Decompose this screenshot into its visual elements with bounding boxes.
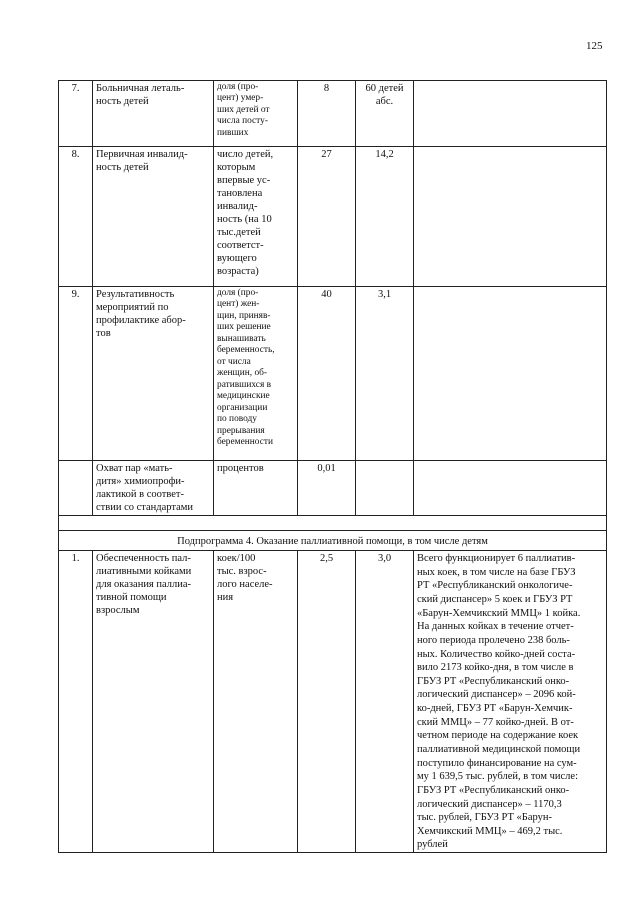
page-number: 125 <box>586 40 603 52</box>
indicator-name-cell: Результативность мероприятий по профилактике абор- тов <box>93 287 214 461</box>
table-row <box>59 147 607 287</box>
note-cell <box>414 81 607 147</box>
note-cell: Всего функционирует 6 паллиатив- ных коек, в том числе на базе ГБУЗ РТ «Республиканский онкологиче- ский диспансер» 5 коек и ГБУЗ РТ «Барун-Хемчикский ММЦ» 1 койка. На данных койках в течение отчет- ного периода пролечено 238 боль- ных. Количество койко-дней соста- вило 2173 койко-дня, в том числе в ГБУЗ РТ «Республиканский онко- логический диспансер» – 2096 кой- ко-дней, ГБУЗ РТ «Барун-Хемчик- ский ММЦ» – 77 койко-дней. В от- четном периоде на содержание коек паллиативной медицинской помощи поступило финансирование на сум- му 1 639,5 тыс. рублей, в том числе: ГБУЗ РТ «Республиканский онко- логический диспансер» – 1170,3 тыс. рублей, ГБУЗ РТ «Барун- Хемчикский ММЦ» – 469,2 тыс. рублей <box>414 551 607 853</box>
fact-value-cell: 14,2 <box>356 147 414 287</box>
indicator-name-cell: Обеспеченность пал- лиативными койками для оказания паллиа- тивной помощи взрослым <box>93 551 214 853</box>
table-row <box>59 287 607 461</box>
spacer-cell <box>59 516 607 531</box>
indicator-name-cell: Охват пар «мать- дитя» химиопрофи- лактикой в соответ- ствии со стандартами <box>93 461 214 516</box>
table-row <box>59 81 607 147</box>
indicator-name-cell: Первичная инвалид- ность детей <box>93 147 214 287</box>
indicator-name-cell: Больничная леталь- ность детей <box>93 81 214 147</box>
row-number-cell <box>59 461 93 516</box>
row-number-cell: 7. <box>59 81 93 147</box>
fact-value-cell <box>356 461 414 516</box>
subprogram-title: Подпрограмма 4. Оказание паллиативной помощи, в том числе детям <box>59 531 607 551</box>
unit-cell: доля (про- цент) умер- ших детей от числа посту- пивших <box>214 81 298 147</box>
subprogram-header-row <box>59 531 607 551</box>
plan-value-cell: 40 <box>298 287 356 461</box>
plan-value-cell: 8 <box>298 81 356 147</box>
plan-value-cell: 0,01 <box>298 461 356 516</box>
note-cell <box>414 287 607 461</box>
row-number-cell: 1. <box>59 551 93 853</box>
unit-cell: доля (про- цент) жен- щин, приняв- ших решение вынашивать беременность, от числа женщин, об- ратившихся в медицинские организации по поводу прерывания беременности <box>214 287 298 461</box>
row-number-cell: 9. <box>59 287 93 461</box>
fact-value-cell: 60 детей абс. <box>356 81 414 147</box>
row-number-cell: 8. <box>59 147 93 287</box>
unit-cell: число детей, которым впервые ус- тановлена инвалид- ность (на 10 тыс.детей соответст- вующего возраста) <box>214 147 298 287</box>
note-cell <box>414 461 607 516</box>
table-row <box>59 551 607 853</box>
fact-value-cell: 3,0 <box>356 551 414 853</box>
indicators-table <box>58 80 607 853</box>
unit-cell: коек/100 тыс. взрос- лого населе- ния <box>214 551 298 853</box>
note-cell <box>414 147 607 287</box>
fact-value-cell: 3,1 <box>356 287 414 461</box>
plan-value-cell: 27 <box>298 147 356 287</box>
unit-cell: процентов <box>214 461 298 516</box>
spacer-row <box>59 516 607 531</box>
table-row <box>59 461 607 516</box>
plan-value-cell: 2,5 <box>298 551 356 853</box>
